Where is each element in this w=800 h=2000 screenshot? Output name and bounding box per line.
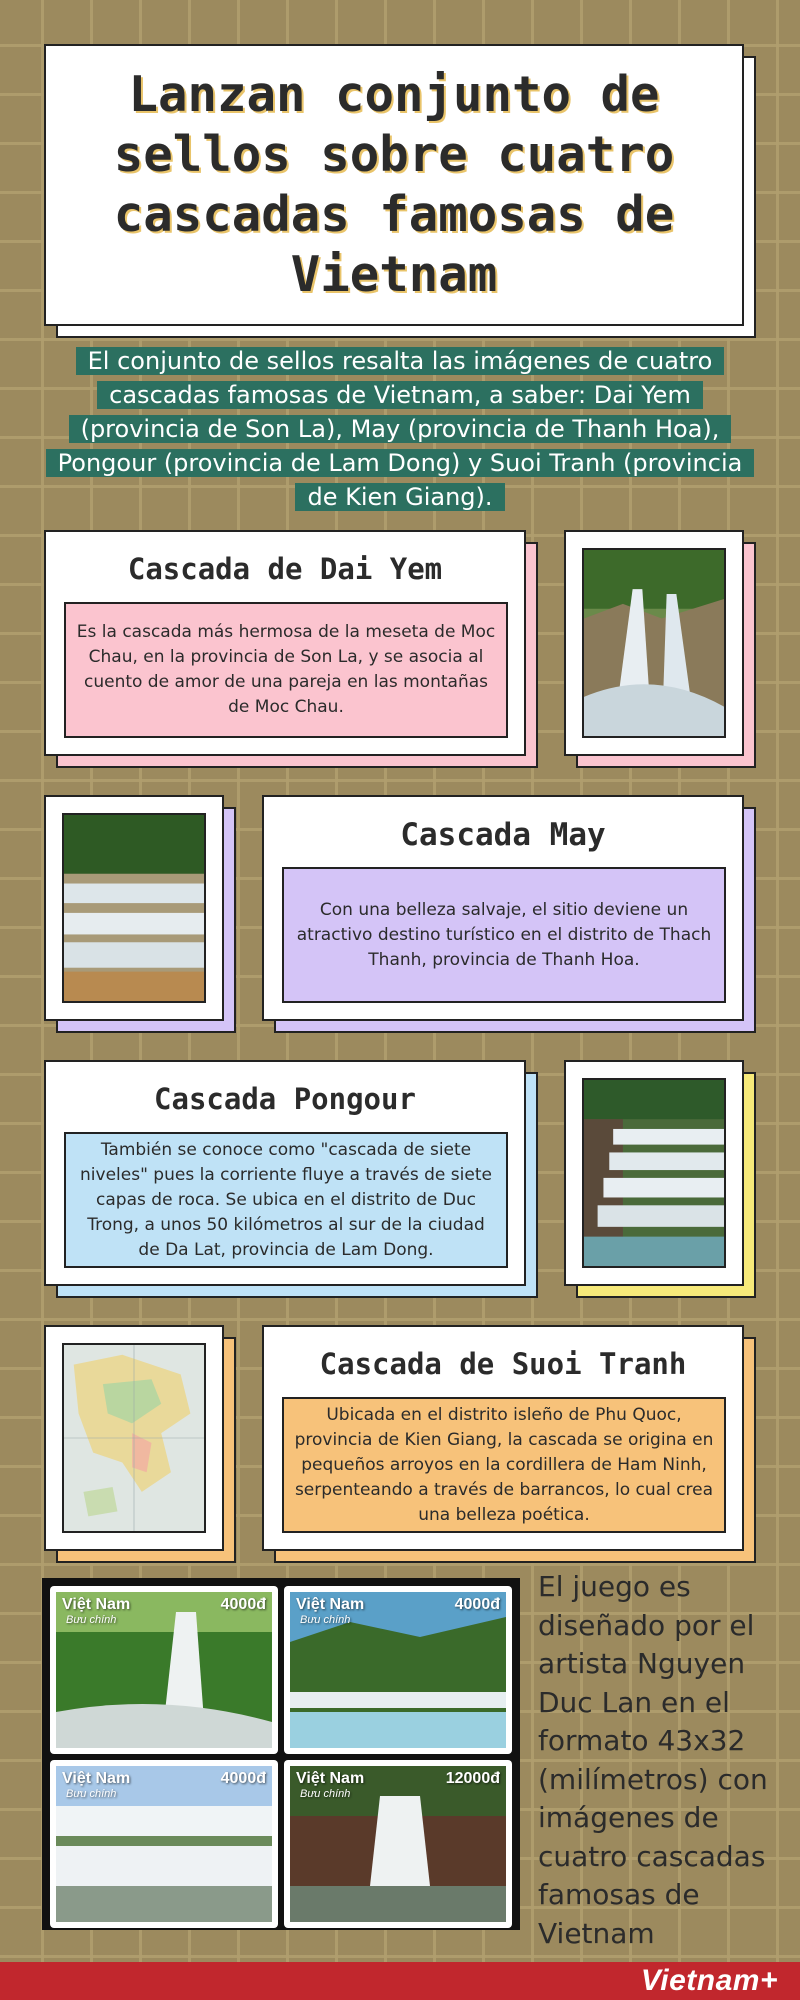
card-dai-yem-title: Cascada de Dai Yem <box>127 552 443 586</box>
photo-dai-yem-frame <box>564 530 744 756</box>
card-pongour-description: También se conoce como "cascada de siete niveles" pues la corriente fluye a través de siete capas de roca. Se ubica en el distrito de Duc Trong, a unos 50 kilómetros al sur de la ciudad de Da Lat, provincia de Lam Dong. <box>64 1132 508 1268</box>
stamp-country: Việt Nam <box>62 1596 131 1613</box>
stamp-country: Việt Nam <box>296 1596 365 1613</box>
designer-info: El juego es diseñado por el artista Nguyen Duc Lan en el formato 43x32 (milímetros) con imágenes de cuatro cascadas famosas de Vietnam <box>538 1570 768 1950</box>
map-photo-icon <box>62 1343 206 1533</box>
stamp-icon <box>284 1760 512 1928</box>
card-may <box>262 795 744 1021</box>
intro-block <box>40 344 760 514</box>
page-title: Lanzan conjunto de sellos sobre cuatro cascadas famosas de Vietnam <box>113 66 675 303</box>
stamp-sheet <box>42 1578 520 1930</box>
card-suoi-tranh-description: Ubicada en el distrito isleño de Phu Quoc, provincia de Kien Giang, la cascada se origina en pequeños arroyos en la cordillera de Ham Ninh, serpenteando a través de barrancos, lo cual crea una belleza poética. <box>282 1397 726 1533</box>
stamp-value: 4000đ <box>220 1770 266 1787</box>
photo-suoi-tranh-frame <box>44 1325 224 1551</box>
card-dai-yem-description: Es la cascada más hermosa de la meseta de Moc Chau, en la provincia de Son La, y se asocia al cuento de amor de una pareja en las montañas de Moc Chau. <box>64 602 508 738</box>
stamp-value: 4000đ <box>454 1596 500 1613</box>
card-may-description: Con una belleza salvaje, el sitio deviene un atractivo destino turístico en el distrito de Thach Thanh, provincia de Thanh Hoa. <box>282 867 726 1003</box>
card-pongour <box>44 1060 526 1286</box>
stamp-post: Bưu chính <box>300 1614 351 1626</box>
photo-may-frame <box>44 795 224 1021</box>
stamp-country: Việt Nam <box>62 1770 131 1787</box>
card-suoi-tranh-title: Cascada de Suoi Tranh <box>319 1347 687 1381</box>
stamp-country: Việt Nam <box>296 1770 365 1787</box>
stamp-post: Bưu chính <box>300 1788 351 1800</box>
photo-pongour-frame <box>564 1060 744 1286</box>
waterfall-photo-icon <box>582 1078 726 1268</box>
stamp-post: Bưu chính <box>66 1788 117 1800</box>
vietnamplus-logo: Vietnam+ <box>640 1964 778 1997</box>
waterfall-photo-icon <box>62 813 206 1003</box>
card-suoi-tranh <box>262 1325 744 1551</box>
stamp-icon <box>284 1586 512 1754</box>
card-pongour-title: Cascada Pongour <box>154 1082 416 1116</box>
title-card <box>44 44 744 326</box>
waterfall-photo-icon <box>582 548 726 738</box>
stamp-icon <box>50 1760 278 1928</box>
intro-text: El conjunto de sellos resalta las imágenes de cuatro cascadas famosas de Vietnam, a saber: Dai Yem (provincia de Son La), May (provincia de Thanh Hoa), Pongour (provincia de Lam Dong) y Suoi Tranh (provincia de Kien Giang). <box>46 347 755 511</box>
card-may-title: Cascada May <box>400 817 606 853</box>
stamp-value: 4000đ <box>220 1596 266 1613</box>
stamp-icon <box>50 1586 278 1754</box>
stamp-value: 12000đ <box>445 1770 500 1787</box>
stamp-post: Bưu chính <box>66 1614 117 1626</box>
card-dai-yem <box>44 530 526 756</box>
